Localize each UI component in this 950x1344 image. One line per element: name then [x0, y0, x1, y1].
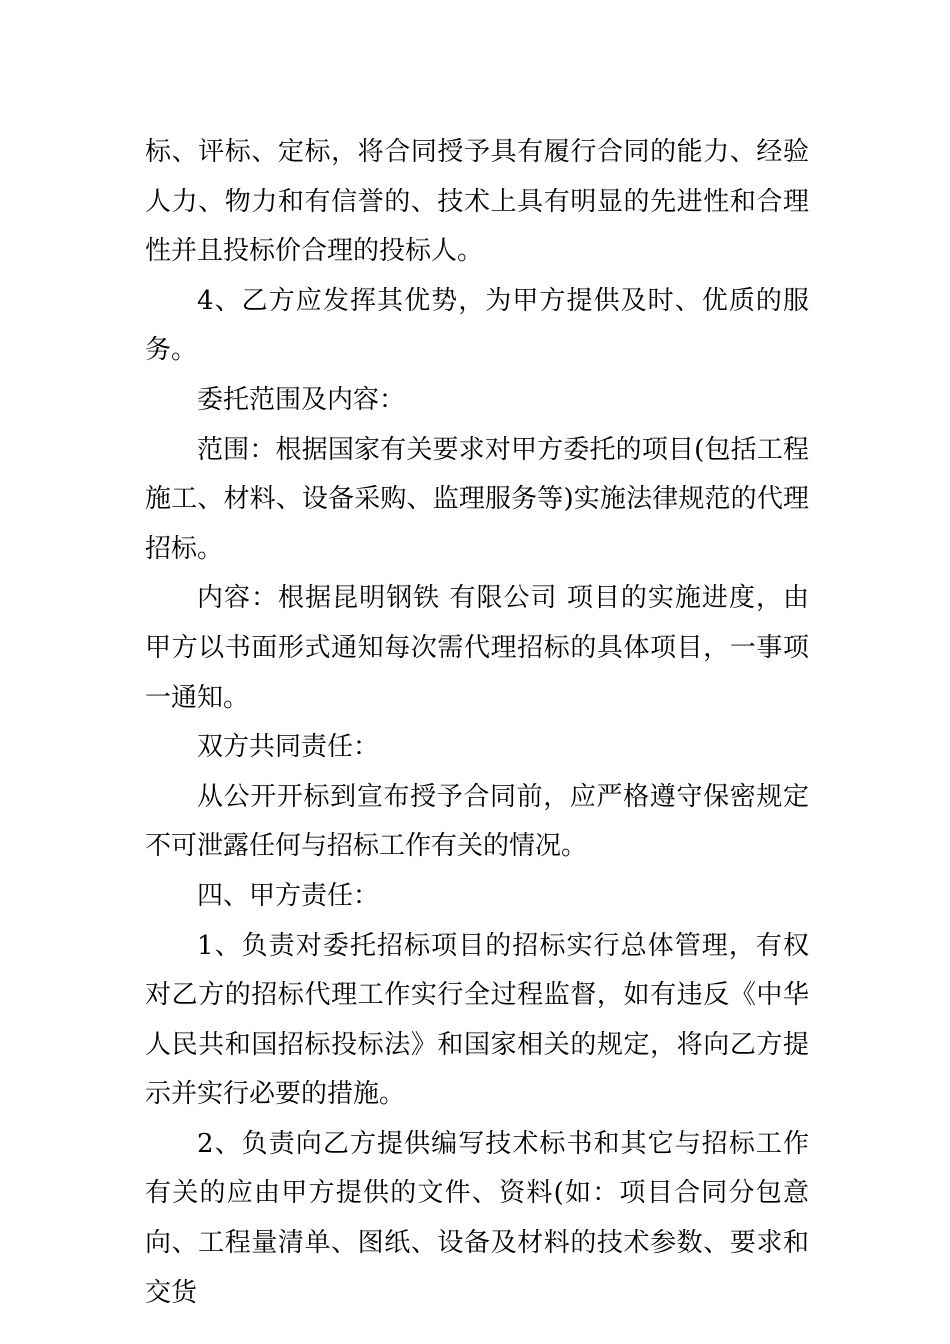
paragraph-scope-heading: 委托范围及内容：: [197, 384, 406, 415]
paragraph-joint-duty-heading: 双方共同责任：: [197, 732, 380, 763]
paragraph-party-a-item-2: 2、负责向乙方提供编写技术标书和其它与招标工作有关的应由甲方提供的文件、资料(如：项目合同分包意向、工程量清单、图纸、设备及材料的技术参数、要求和交货: [145, 1128, 809, 1308]
paragraph-item-4: 4、乙方应发挥其优势，为甲方提供及时、优质的服务。: [145, 285, 809, 366]
paragraph-content: 内容：根据昆明钢铁 有限公司 项目的实施进度，由甲方以书面形式通知每次需代理招标的具体项目，一事项一通知。: [145, 583, 809, 713]
paragraph-joint-duty: 从公开开标到宣布授予合同前，应严格遵守保密规定不可泄露任何与招标工作有关的情况。: [145, 781, 809, 862]
paragraph-continuation: 标、评标、定标，将合同授予具有履行合同的能力、经验人力、物力和有信誉的、技术上具有明显的先进性和合理性并且投标价合理的投标人。: [145, 137, 809, 267]
section-heading-party-a: 四、甲方责任：: [197, 880, 380, 911]
paragraph-party-a-item-1: 1、负责对委托招标项目的招标实行总体管理，有权对乙方的招标代理工作实行全过程监督，如有违反《中华人民共和国招标投标法》和国家相关的规定，将向乙方提示并实行必要的措施。: [145, 930, 809, 1110]
document-body: [145, 128, 809, 1318]
paragraph-scope: 范围：根据国家有关要求对甲方委托的项目(包括工程施工、材料、设备采购、监理服务等)实施法律规范的代理招标。: [145, 434, 809, 564]
